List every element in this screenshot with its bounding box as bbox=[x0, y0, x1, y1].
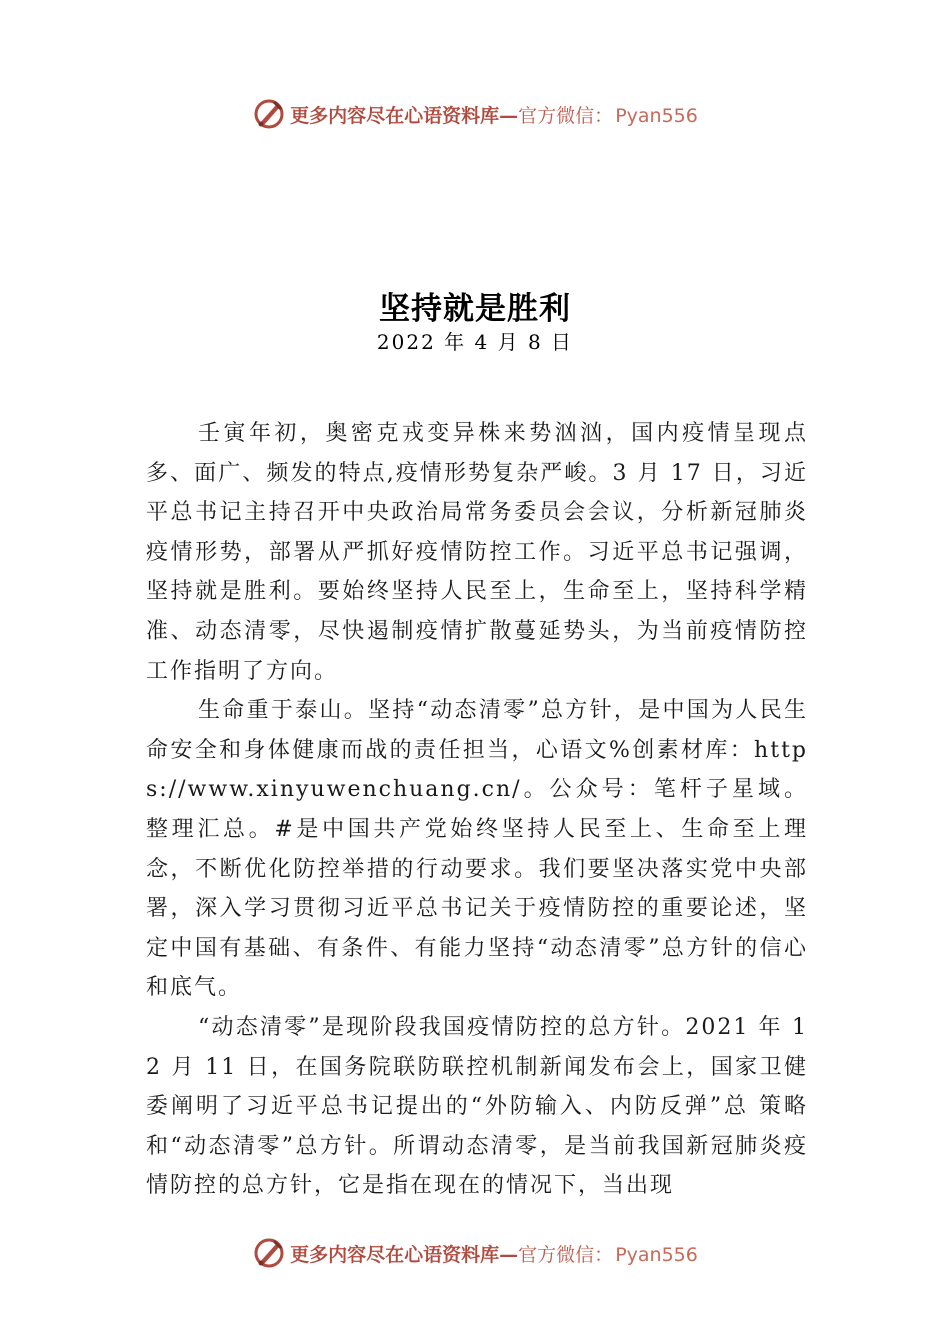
paragraph-3: “动态清零”是现阶段我国疫情防控的总方针。2021 年 12 月 11 日，在国务院联防联控机制新闻发布会上，国家卫健委阐明了习近平总书记提出的“外防输入、内防反弹”总 策略和“动态清零”总方针。所谓动态清零，是当前我国新冠肺炎疫情防控的总方针，它是指在现在的情况下，当出现 bbox=[146, 1014, 808, 1199]
footer-banner-text bbox=[290, 1240, 698, 1267]
paragraph-2: 生命重于泰山。坚持“动态清零”总方针，是中国为人民生命安全和身体健康而战的责任担当，心语文%创素材库：https://www.xinyuwenchuang.cn/。公众号：笔杆子星域。整理汇总。#是中国共产党始终坚持人民至上、生命至上理念，不断优化防控举措的行动要求。我们要坚决落实党中央部署，深入学习贯彻习近平总书记关于疫情防控的重要论述，坚定中国有基础、有条件、有能力坚持“动态清零”总方针的信心和底气。 bbox=[146, 698, 808, 1001]
brush-logo-icon bbox=[252, 1236, 286, 1270]
header-wechat-id: Pyan556 bbox=[615, 104, 698, 127]
header-banner bbox=[0, 94, 950, 134]
document-title: 坚持就是胜利 bbox=[379, 290, 571, 327]
header-banner-text bbox=[290, 101, 698, 128]
header-wechat-label: 官方微信： bbox=[518, 104, 614, 127]
footer-banner-main: 更多内容尽在心语资料库— bbox=[290, 1243, 519, 1266]
document-body bbox=[146, 414, 808, 1206]
paragraph-1: 壬寅年初，奥密克戎变异株来势汹汹，国内疫情呈现点多、面广、频发的特点,疫情形势复杂严峻。3 月 17 日，习近平总书记主持召开中央政治局常务委员会会议，分析新冠肺炎疫情形势，部署从严抓好疫情防控工作。习近平总书记强调，坚持就是胜利。要始终坚持人民至上，生命至上，坚持科学精准、动态清零，尽快遏制疫情扩散蔓延势头，为当前疫情防控工作指明了方向。 bbox=[146, 421, 808, 684]
header-banner-main: 更多内容尽在心语资料库— bbox=[290, 104, 519, 127]
footer-banner bbox=[0, 1233, 950, 1273]
document-date: 2022 年 4 月 8 日 bbox=[376, 330, 574, 354]
footer-wechat-id: Pyan556 bbox=[615, 1243, 698, 1266]
brush-logo-icon bbox=[252, 97, 286, 131]
footer-wechat-label: 官方微信： bbox=[518, 1243, 614, 1266]
